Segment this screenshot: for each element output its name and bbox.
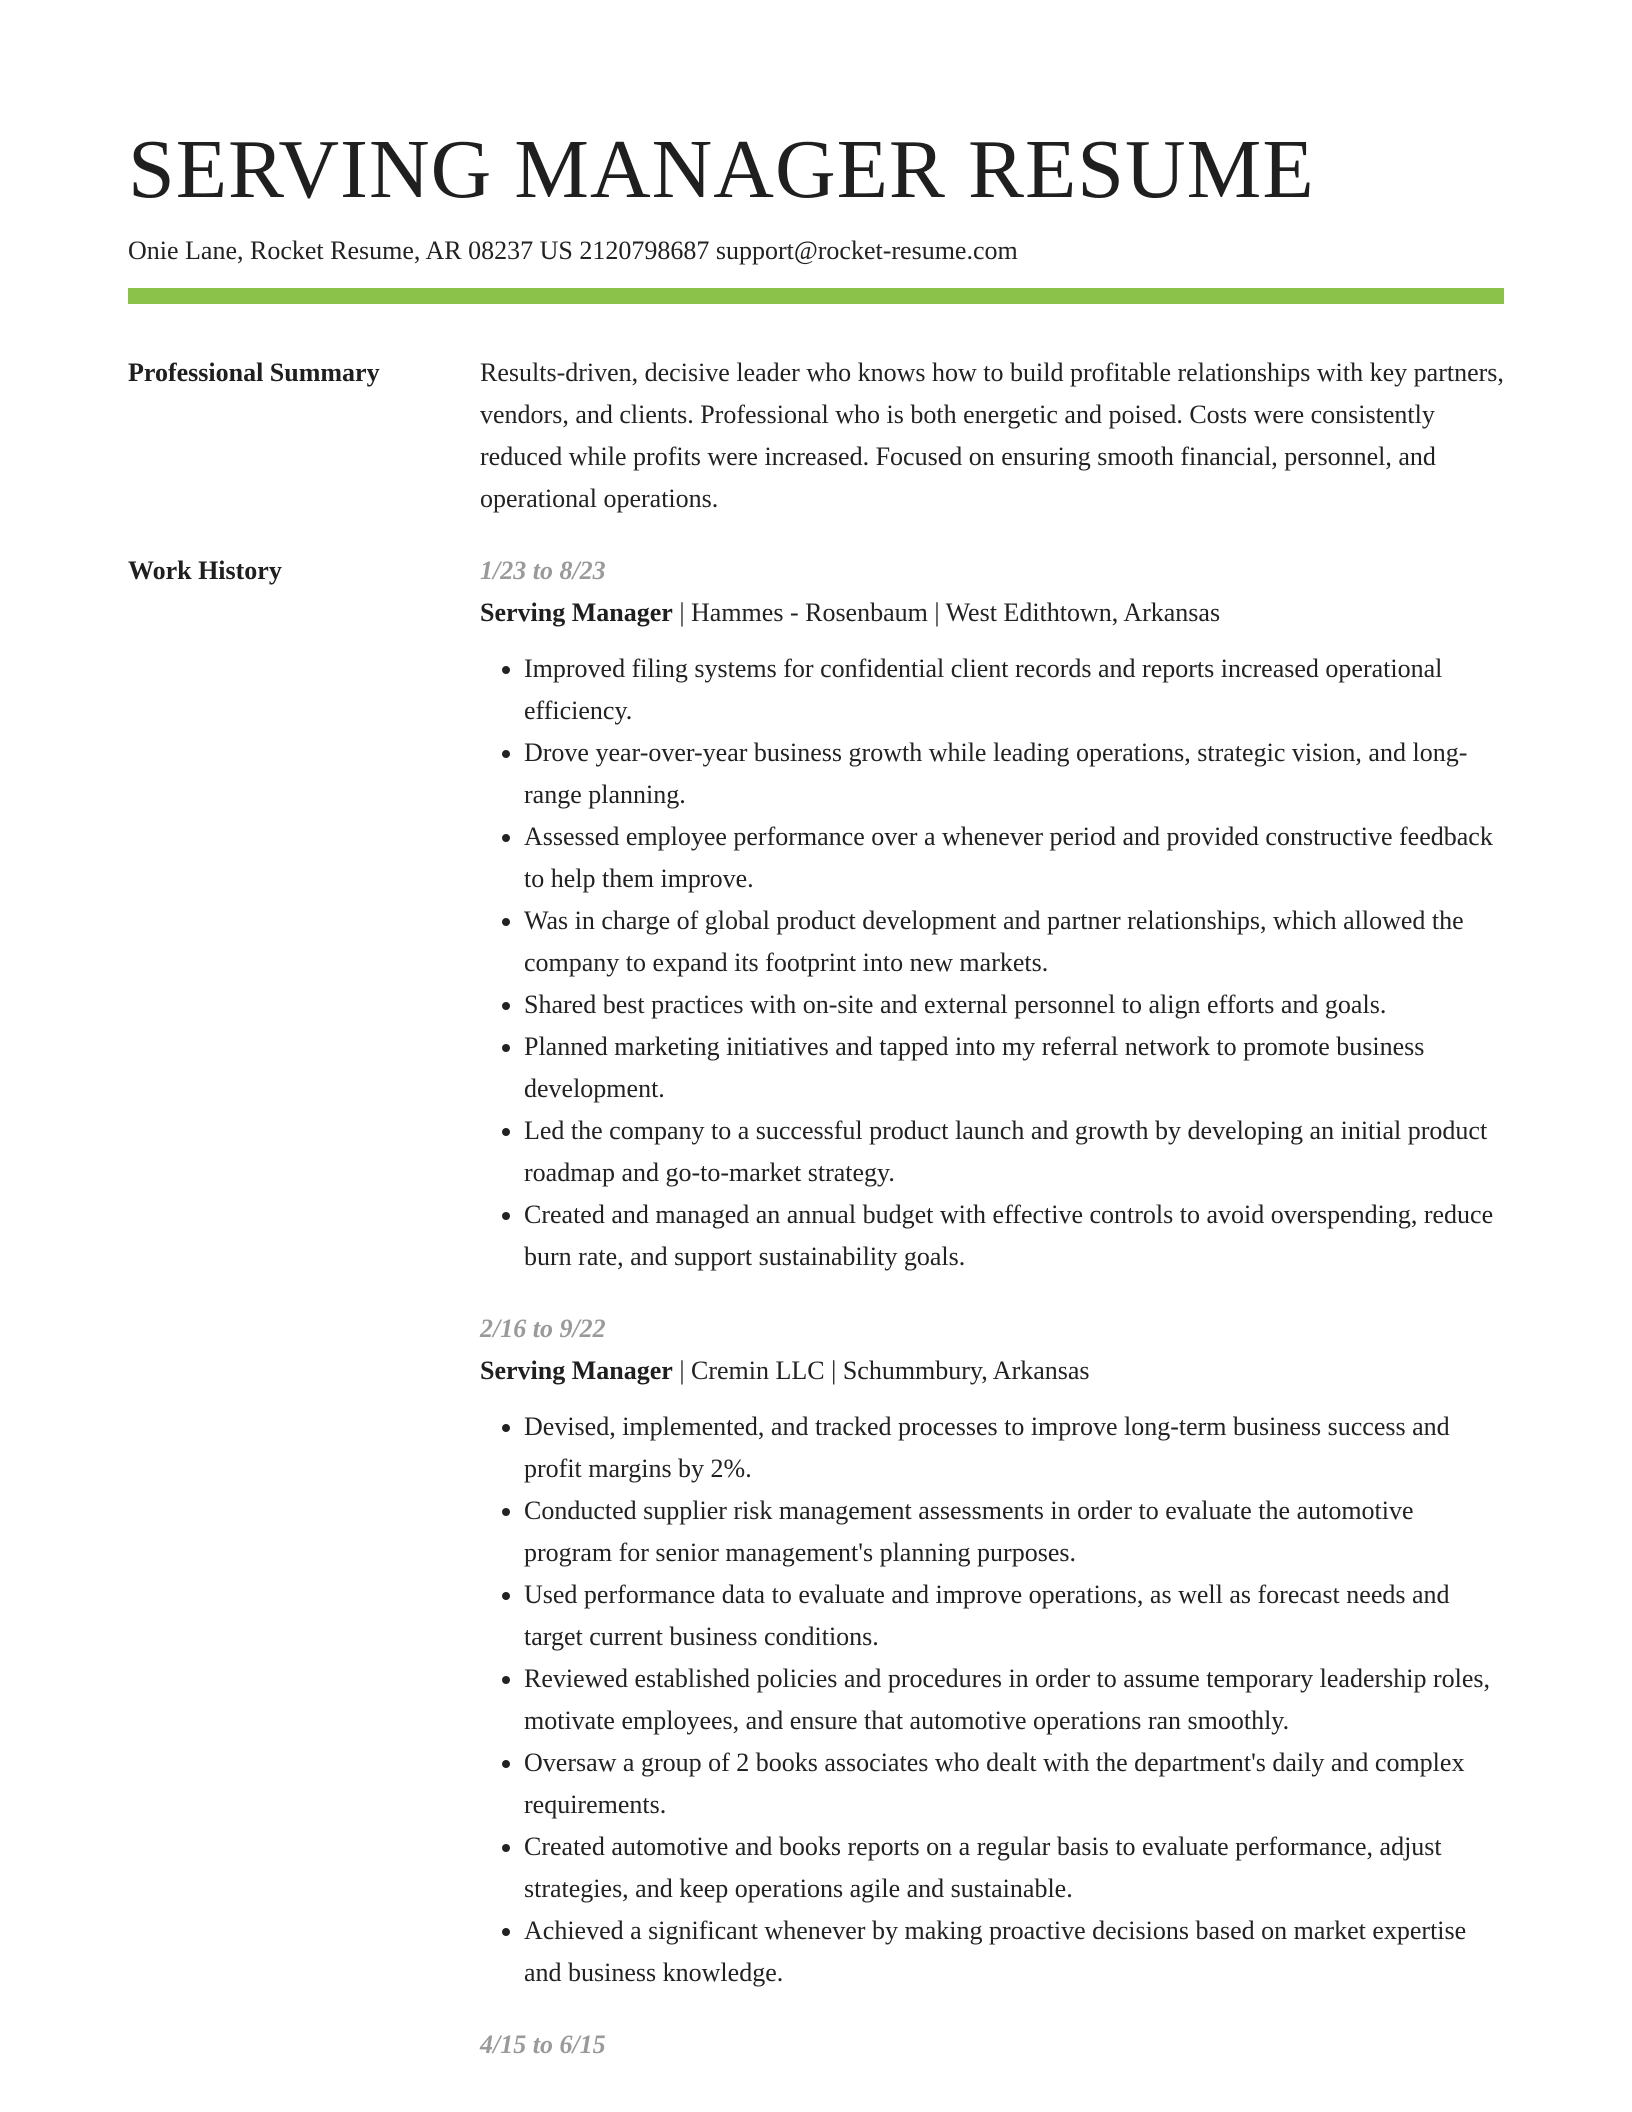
- job-dates: 2/16 to 9/22: [480, 1314, 606, 1343]
- resume-title: SERVING MANAGER RESUME: [128, 123, 1315, 216]
- job-details: | Cremin LLC | Schummbury, Arkansas: [672, 1356, 1090, 1385]
- professional-summary-section: [128, 352, 1504, 520]
- job-bullets: [480, 648, 1504, 1278]
- work-history-section: [128, 550, 1504, 2066]
- job-bullet: • Created automotive and books reports on a regular basis to evaluate performance, adjust strategies, and keep operations agile and sustainable.: [524, 1826, 1504, 1910]
- job-title: Serving Manager: [480, 598, 673, 627]
- job-details: | Hammes - Rosenbaum | West Edithtown, Arkansas: [672, 598, 1221, 627]
- job-bullet: • Improved filing systems for confidential client records and reports increased operational efficiency.: [524, 648, 1504, 732]
- summary-text: Results-driven, decisive leader who knows how to build profitable relationships with key partners, vendors, and clients. Professional who is both energetic and poised. Costs were consistently reduced while profits were increased. Focused on ensuring smooth financial, personnel, and operational operations.: [480, 358, 1504, 513]
- section-label-work-history: Work History: [128, 556, 282, 585]
- job-bullet: • Planned marketing initiatives and tapped into my referral network to promote business development.: [524, 1026, 1504, 1110]
- job-title-line: [480, 1350, 1504, 1392]
- job-bullet: • Devised, implemented, and tracked processes to improve long-term business success and profit margins by 2%.: [524, 1406, 1504, 1490]
- job-bullet: • Used performance data to evaluate and improve operations, as well as forecast needs and target current business conditions.: [524, 1574, 1504, 1658]
- job-bullet: • Achieved a significant whenever by making proactive decisions based on market expertise and business knowledge.: [524, 1910, 1504, 1994]
- resume-page: [128, 120, 1504, 2066]
- job-bullet: • Reviewed established policies and procedures in order to assume temporary leadership roles, motivate employees, and ensure that automotive operations ran smoothly.: [524, 1658, 1504, 1742]
- job-bullet: • Assessed employee performance over a whenever period and provided constructive feedback to help them improve.: [524, 816, 1504, 900]
- job-bullet: • Created and managed an annual budget with effective controls to avoid overspending, reduce burn rate, and support sustainability goals.: [524, 1194, 1504, 1278]
- job-dates: 4/15 to 6/15: [480, 2030, 606, 2059]
- job-title: Serving Manager: [480, 1356, 673, 1385]
- job-title-line: [480, 592, 1504, 634]
- job-bullet: • Led the company to a successful product launch and growth by developing an initial product roadmap and go-to-market strategy.: [524, 1110, 1504, 1194]
- job-bullet: • Conducted supplier risk management assessments in order to evaluate the automotive program for senior management's planning purposes.: [524, 1490, 1504, 1574]
- job-entry: [480, 2024, 1504, 2066]
- job-dates: 1/23 to 8/23: [480, 556, 606, 585]
- job-bullet: • Was in charge of global product development and partner relationships, which allowed the company to expand its footprint into new markets.: [524, 900, 1504, 984]
- job-bullets: [480, 1406, 1504, 1994]
- work-history-list: [480, 550, 1504, 2066]
- section-label-summary: Professional Summary: [128, 358, 380, 387]
- job-bullet: • Shared best practices with on-site and external personnel to align efforts and goals.: [524, 984, 1504, 1026]
- contact-line: Onie Lane, Rocket Resume, AR 08237 US 2120798687 support@rocket-resume.com: [128, 236, 1018, 265]
- accent-divider: [128, 288, 1504, 304]
- job-entry: [480, 550, 1504, 1278]
- job-entry: [480, 1308, 1504, 1994]
- job-bullet: • Drove year-over-year business growth while leading operations, strategic vision, and long-range planning.: [524, 732, 1504, 816]
- job-bullet: • Oversaw a group of 2 books associates who dealt with the department's daily and complex requirements.: [524, 1742, 1504, 1826]
